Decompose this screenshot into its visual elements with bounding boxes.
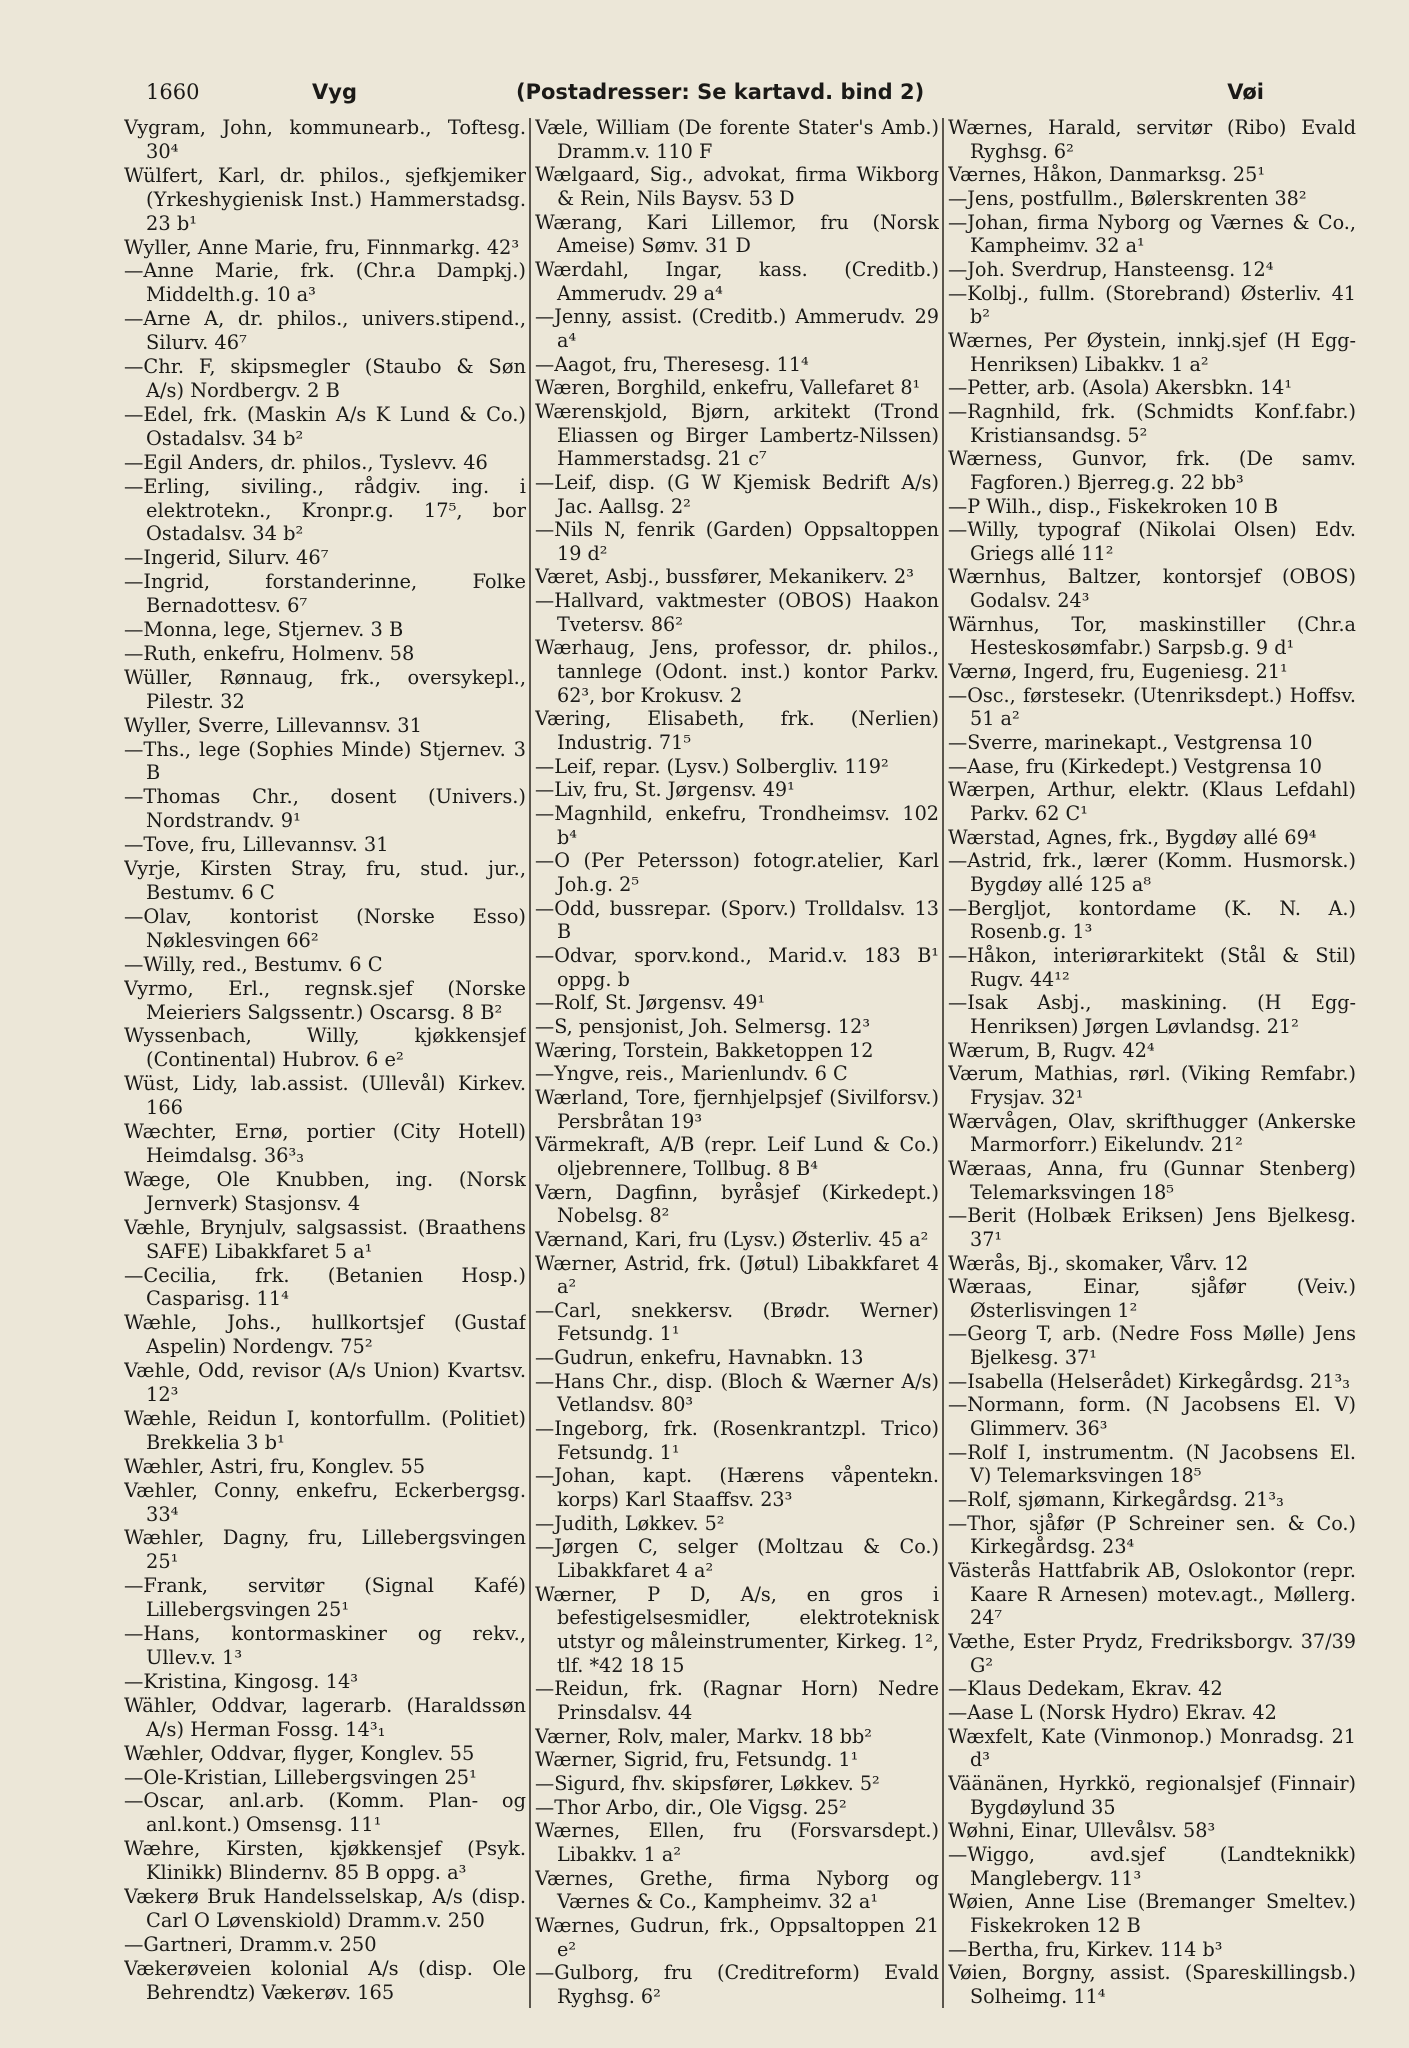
- directory-entry: Wæhler, Dagny, fru, Lillebergsvingen 25¹: [124, 1526, 526, 1574]
- directory-entry: Wyssenbach, Willy, kjøkkensjef (Continental) Hubrov. 6 e²: [124, 1024, 526, 1072]
- directory-entry: Wærpen, Arthur, elektr. (Klaus Lefdahl) Parkv. 62 C¹: [948, 778, 1356, 826]
- directory-entry: —Reidun, frk. (Ragnar Horn) Nedre Prinsdalsv. 44: [535, 1677, 939, 1724]
- directory-entry: Wærner, Astrid, frk. (Jøtul) Libakkfaret 4 a²: [535, 1251, 939, 1299]
- directory-entry: Væring, Elisabeth, frk. (Nerlien) Industrig. 71⁵: [535, 707, 939, 755]
- directory-entry: —Isak Asbj., maskining. (H Egg-Henriksen) Jørgen Løvlandsg. 21²: [948, 991, 1356, 1038]
- directory-entry: —Aase L (Norsk Hydro) Ekrav. 42: [948, 1700, 1277, 1724]
- directory-entry: —Ruth, enkefru, Holmenv. 58: [124, 641, 415, 665]
- directory-entry: Wärnhus, Tor, maskinstiller (Chr.a Hesteskosømfabr.) Sarpsb.g. 9 d¹: [948, 612, 1356, 660]
- directory-entry: —S, pensjonist, Joh. Selmersg. 12³: [535, 1014, 871, 1038]
- directory-entry: —Gulborg, fru (Creditreform) Evald Ryghsg. 6²: [535, 1961, 939, 2008]
- directory-entry: Wæxfelt, Kate (Vinmonop.) Monradsg. 21 d³: [948, 1724, 1356, 1772]
- directory-entry: —Ole-Kristian, Lillebergsvingen 25¹: [124, 1765, 477, 1789]
- directory-entry: —Johan, firma Nyborg og Værnes & Co., Kampheimv. 32 a¹: [948, 210, 1356, 258]
- directory-entry: —Ingeborg, frk. (Rosenkrantzpl. Trico) Fetsundg. 1¹: [535, 1417, 939, 1464]
- directory-entry: Vyrje, Kirsten Stray, fru, stud. jur., Bestumv. 6 C: [124, 857, 526, 904]
- directory-entry: —Aase, fru (Kirkedept.) Vestgrensa 10: [948, 754, 1323, 778]
- directory-entry: Wærås, Bj., skomaker, Vårv. 12: [948, 1251, 1249, 1275]
- directory-entry: Wüst, Lidy, lab.assist. (Ullevål) Kirkev. 166: [124, 1072, 526, 1120]
- directory-entry: Værum, Mathias, rørl. (Viking Remfabr.) Frysjav. 32¹: [948, 1062, 1356, 1109]
- directory-entry: —Osc., førstesekr. (Utenriksdept.) Hoffsv. 51 a²: [948, 683, 1356, 731]
- directory-entry: Wærness, Gunvor, frk. (De samv. Fagforen.) Bjerreg.g. 22 bb³: [948, 447, 1356, 494]
- directory-entry: —Aagot, fru, Theresesg. 11⁴: [535, 352, 809, 376]
- directory-entry: Vygram, John, kommunearb., Toftesg. 30⁴: [124, 116, 526, 163]
- directory-entry: Wæring, Torstein, Bakketoppen 12: [535, 1038, 874, 1062]
- directory-entry: Wyller, Anne Marie, fru, Finnmarkg. 42³: [124, 235, 520, 259]
- directory-entry: —Tove, fru, Lillevannsv. 31: [124, 833, 389, 857]
- directory-entry: —Oscar, anl.arb. (Komm. Plan- og anl.kont.) Omsensg. 11¹: [124, 1789, 526, 1837]
- directory-entry: Vyrmo, Erl., regnsk.sjef (Norske Meieriers Salgssentr.) Oscarsg. 8 B²: [124, 976, 526, 1024]
- directory-entry: Wærner, Sigrid, fru, Fetsundg. 1¹: [535, 1748, 859, 1772]
- directory-entry: —Monna, lege, Stjernev. 3 B: [124, 618, 404, 642]
- directory-entry: —Thor Arbo, dir., Ole Vigsg. 25²: [535, 1795, 847, 1819]
- directory-entry: —Chr. F, skipsmegler (Staubo & Søn A/s) Nordbergv. 2 B: [124, 355, 526, 402]
- directory-entry: —Petter, arb. (Asola) Akersbkn. 14¹: [948, 376, 1293, 400]
- directory-entry: —Odd, bussrepar. (Sporv.) Trolldalsv. 13 B: [535, 896, 939, 944]
- directory-entry: —Anne Marie, frk. (Chr.a Dampkj.) Middelth.g. 10 a³: [124, 259, 526, 307]
- directory-entry: Wähler, Oddvar, lagerarb. (Haraldssøn A/s) Herman Fossg. 14³₁: [124, 1693, 526, 1741]
- directory-entry: Wüller, Rønnaug, frk., oversykepl., Pilestr. 32: [124, 665, 526, 713]
- directory-entry: —Leif, repar. (Lysv.) Solbergliv. 119²: [535, 754, 889, 778]
- directory-entry: —Astrid, frk., lærer (Komm. Husmorsk.) Bygdøy allé 125 a⁸: [948, 849, 1356, 896]
- directory-entry: Wæhler, Astri, fru, Konglev. 55: [124, 1454, 426, 1478]
- directory-entry: —Nils N, fenrik (Garden) Oppsaltoppen 19 d²: [535, 518, 939, 565]
- directory-entry: —Ragnhild, frk. (Schmidts Konf.fabr.) Kristiansandsg. 5²: [948, 399, 1356, 447]
- page-header: [146, 74, 1264, 110]
- directory-entry: Wæhle, Johs., hullkortsjef (Gustaf Aspelin) Nordengv. 75²: [124, 1311, 526, 1359]
- directory-entry: —P Wilh., disp., Fiskekroken 10 B: [948, 494, 1279, 518]
- header-last-word: Vøi: [1227, 80, 1264, 104]
- directory-entry: —Thomas Chr., dosent (Univers.) Nordstrandv. 9¹: [124, 785, 526, 833]
- directory-entry: Wærner, P D, A/s, en gros i befestigelsesmidler, elektroteknisk utstyr og måleinstrumenter, Kirkeg. 1², tlf. *42 18 15: [535, 1582, 939, 1677]
- directory-entry: Vækerø Bruk Handelsselskap, A/s (disp. Carl O Løvenskiold) Dramm.v. 250: [124, 1885, 526, 1932]
- directory-entry: Wæhler, Oddvar, flyger, Konglev. 55: [124, 1741, 475, 1765]
- directory-entry: Wülfert, Karl, dr. philos., sjefkjemiker (Yrkeshygienisk Inst.) Hammerstadsg. 23 b¹: [124, 163, 526, 235]
- directory-entry: Værner, Rolv, maler, Markv. 18 bb²: [535, 1724, 872, 1748]
- directory-entry: —Thor, sjåfør (P Schreiner sen. & Co.) Kirkegårdsg. 23⁴: [948, 1511, 1356, 1559]
- directory-entry: —Berit (Holbæk Eriksen) Jens Bjelkesg. 37¹: [948, 1204, 1356, 1251]
- directory-entry: Wærang, Kari Lillemor, fru (Norsk Ameise) Sømv. 31 D: [535, 210, 939, 258]
- directory-entry: Wærnhus, Baltzer, kontorsjef (OBOS) Godalsv. 24³: [948, 565, 1356, 613]
- directory-entry: —O (Per Petersson) fotogr.atelier, Karl Joh.g. 2⁵: [535, 849, 939, 896]
- directory-entry: Wærvågen, Olav, skrifthugger (Ankerske Marmorforr.) Eikelundv. 21²: [948, 1109, 1356, 1157]
- directory-entry: Wærdahl, Ingar, kass. (Creditb.) Ammerudv. 29 a⁴: [535, 257, 939, 305]
- directory-entry: —Yngve, reis., Marienlundv. 6 C: [535, 1062, 848, 1086]
- directory-entry: Wærnes, Per Øystein, innkj.sjef (H Egg-Henriksen) Libakkv. 1 a²: [948, 328, 1356, 376]
- directory-entry: Væhle, Odd, revisor (A/s Union) Kvartsv. 12³: [124, 1359, 526, 1407]
- directory-entry: —Erling, siviling., rådgiv. ing. i elektrotekn., Kronpr.g. 17⁵, bor Ostadalsv. 34 b²: [124, 474, 526, 546]
- directory-entry: Wærhaug, Jens, professor, dr. philos., tannlege (Odont. inst.) kontor Parkv. 62³, bor Krokusv. 2: [535, 636, 939, 707]
- directory-entry: —Jørgen C, selger (Moltzau & Co.) Libakkfaret 4 a²: [535, 1535, 939, 1583]
- directory-entry: Værnø, Ingerd, fru, Eugeniesg. 21¹: [948, 660, 1288, 684]
- directory-entry: —Magnhild, enkefru, Trondheimsv. 102 b⁴: [535, 802, 939, 849]
- directory-entry: Wærland, Tore, fjernhjelpsjef (Sivilforsv.) Persbråtan 19³: [535, 1085, 939, 1133]
- directory-entry: Vøien, Borgny, assist. (Spareskillingsb.) Solheimg. 11⁴: [948, 1961, 1356, 2008]
- directory-entry: —Rolf, sjømann, Kirkegårdsg. 21³₃: [948, 1488, 1284, 1512]
- directory-entry: Værnes, Grethe, firma Nyborg og Værnes & Co., Kampheimv. 32 a¹: [535, 1866, 939, 1914]
- directory-entry: —Jenny, assist. (Creditb.) Ammerudv. 29 a⁴: [535, 305, 939, 352]
- directory-entry: Värmekraft, A/B (repr. Leif Lund & Co.) oljebrennere, Tollbug. 8 B⁴: [535, 1133, 939, 1180]
- header-first-word: Vyg: [312, 80, 357, 104]
- directory-entry: —Ingerid, Silurv. 46⁷: [124, 546, 329, 570]
- directory-entry: —Cecilia, frk. (Betanien Hosp.) Casparisg. 11⁴: [124, 1263, 526, 1311]
- directory-entry: Wæhle, Reidun I, kontorfullm. (Politiet) Brekkelia 3 b¹: [124, 1406, 526, 1454]
- directory-entry: —Leif, disp. (G W Kjemisk Bedrift A/s) Jac. Aallsg. 2²: [535, 470, 939, 518]
- directory-entry: Væle, William (De forente Stater's Amb.) Dramm.v. 110 F: [535, 116, 939, 163]
- directory-entry: —Judith, Løkkev. 5²: [535, 1511, 725, 1535]
- directory-entry: Wøhni, Einar, Ullevålsv. 58³: [948, 1819, 1216, 1843]
- directory-entry: Wærnes, Gudrun, frk., Oppsaltoppen 21 e²: [535, 1913, 939, 1961]
- directory-entry: —Odvar, sporv.kond., Marid.v. 183 B¹ oppg. b: [535, 943, 939, 991]
- directory-entry: —Carl, snekkersv. (Brødr. Werner) Fetsundg. 1¹: [535, 1298, 939, 1346]
- header-address-note: (Postadresser: Se kartavd. bind 2): [516, 80, 925, 104]
- directory-entry: Wæraas, Anna, fru (Gunnar Stenberg) Telemarksvingen 18⁵: [948, 1156, 1356, 1204]
- directory-entry: —Isabella (Helserådet) Kirkegårdsg. 21³₃: [948, 1369, 1350, 1393]
- directory-entry: —Håkon, interiørarkitekt (Stål & Stil) Rugv. 44¹²: [948, 943, 1356, 991]
- directory-entry: —Willy, red., Bestumv. 6 C: [124, 952, 383, 976]
- directory-entry: —Ths., lege (Sophies Minde) Stjernev. 3 B: [124, 737, 526, 785]
- directory-entry: Wærnes, Harald, servitør (Ribo) Evald Ryghsg. 6²: [948, 116, 1356, 163]
- directory-entry: —Willy, typograf (Nikolai Olsen) Edv. Griegs allé 11²: [948, 518, 1356, 565]
- directory-entry: —Frank, servitør (Signal Kafé) Lillebergsvingen 25¹: [124, 1574, 526, 1622]
- directory-entry: —Hallvard, vaktmester (OBOS) Haakon Tvetersv. 86²: [535, 589, 939, 636]
- directory-entry: Væhle, Brynjulv, salgsassist. (Braathens SAFE) Libakkfaret 5 a¹: [124, 1215, 526, 1263]
- directory-entry: —Rolf, St. Jørgensv. 49¹: [535, 991, 766, 1015]
- directory-entry: —Sverre, marinekapt., Vestgrensa 10: [948, 731, 1313, 755]
- directory-entry: Væthe, Ester Prydz, Fredriksborgv. 37/39 G²: [948, 1630, 1356, 1677]
- page-number: 1660: [146, 80, 200, 104]
- directory-entry: Værn, Dagfinn, byråsjef (Kirkedept.) Nobelsg. 8²: [535, 1180, 939, 1228]
- directory-column-2: [535, 116, 939, 2016]
- directory-entry: Wæren, Borghild, enkefru, Vallefaret 8¹: [535, 376, 921, 400]
- directory-entry: —Klaus Dedekam, Ekrav. 42: [948, 1677, 1223, 1701]
- directory-entry: —Ingrid, forstanderinne, Folke Bernadottesv. 6⁷: [124, 570, 526, 618]
- directory-entry: —Kolbj., fullm. (Storebrand) Østerliv. 41 b²: [948, 281, 1356, 329]
- directory-column-3: [948, 116, 1356, 2016]
- directory-entry: Værnand, Kari, fru (Lysv.) Østerliv. 45 a²: [535, 1227, 929, 1251]
- directory-entry: —Sigurd, fhv. skipsfører, Løkkev. 5²: [535, 1771, 880, 1795]
- column-divider-right: [942, 118, 944, 2008]
- directory-entry: Været, Asbj., bussfører, Mekanikerv. 2³: [535, 565, 914, 589]
- column-divider-left: [529, 118, 531, 2008]
- directory-entry: —Joh. Sverdrup, Hansteensg. 12⁴: [948, 257, 1274, 281]
- directory-entry: —Liv, fru, St. Jørgensv. 49¹: [535, 778, 795, 802]
- directory-entry: —Bertha, fru, Kirkev. 114 b³: [948, 1937, 1223, 1961]
- directory-entry: —Rolf I, instrumentm. (N Jacobsens El. V) Telemarksvingen 18⁵: [948, 1440, 1356, 1488]
- directory-entry: Vækerøveien kolonial A/s (disp. Ole Behrendtz) Vækerøv. 165: [124, 1956, 526, 2004]
- directory-entry: —Olav, kontorist (Norske Esso) Nøklesvingen 66²: [124, 904, 526, 952]
- directory-entry: Værnes, Håkon, Danmarksg. 25¹: [948, 163, 1266, 187]
- directory-entry: Wærstad, Agnes, frk., Bygdøy allé 69⁴: [948, 825, 1317, 849]
- directory-entry: Wærenskjold, Bjørn, arkitekt (Trond Eliassen og Birger Lambertz-Nilssen) Hammerstadsg. 21 c⁷: [535, 399, 939, 471]
- directory-entry: Wøien, Anne Lise (Bremanger Smeltev.) Fiskekroken 12 B: [948, 1890, 1356, 1937]
- directory-entry: —Wiggo, avd.sjef (Landteknikk) Manglebergv. 11³: [948, 1842, 1356, 1890]
- directory-entry: —Edel, frk. (Maskin A/s K Lund & Co.) Ostadalsv. 34 b²: [124, 402, 526, 450]
- directory-entry: Västerås Hattfabrik AB, Oslokontor (repr. Kaare R Arnesen) motev.agt., Møllerg. 24⁷: [948, 1559, 1356, 1630]
- directory-entry: Wæchter, Ernø, portier (City Hotell) Heimdalsg. 36³₃: [124, 1120, 526, 1167]
- directory-entry: —Gudrun, enkefru, Havnabkn. 13: [535, 1346, 864, 1370]
- directory-entry: Wyller, Sverre, Lillevannsv. 31: [124, 713, 422, 737]
- directory-entry: Wæraas, Einar, sjåfør (Veiv.) Østerlisvingen 1²: [948, 1275, 1356, 1322]
- directory-entry: —Egil Anders, dr. philos., Tyslevv. 46: [124, 450, 488, 474]
- directory-entry: —Normann, form. (N Jacobsens El. V) Glimmerv. 36³: [948, 1393, 1356, 1441]
- directory-entry: —Hans Chr., disp. (Bloch & Wærner A/s) Vetlandsv. 80³: [535, 1369, 939, 1417]
- directory-entry: —Arne A, dr. philos., univers.stipend., Silurv. 46⁷: [124, 307, 526, 355]
- directory-entry: —Hans, kontormaskiner og rekv., Ullev.v. 1³: [124, 1622, 526, 1669]
- directory-entry: —Kristina, Kingosg. 14³: [124, 1669, 359, 1693]
- directory-entry: —Georg T, arb. (Nedre Foss Mølle) Jens Bjelkesg. 37¹: [948, 1322, 1356, 1370]
- directory-entry: —Gartneri, Dramm.v. 250: [124, 1932, 377, 1956]
- directory-entry: —Bergljot, kontordame (K. N. A.) Rosenb.g. 1³: [948, 896, 1356, 944]
- directory-entry: Wæge, Ole Knubben, ing. (Norsk Jernverk) Stasjonsv. 4: [124, 1167, 526, 1215]
- directory-entry: —Jens, postfullm., Bølerskrenten 38²: [948, 186, 1307, 210]
- directory-entry: Wæhre, Kirsten, kjøkkensjef (Psyk. Klinikk) Blindernv. 85 B oppg. a³: [124, 1837, 526, 1885]
- directory-column-1: [124, 116, 526, 2016]
- directory-entry: Wærnes, Ellen, fru (Forsvarsdept.) Libakkv. 1 a²: [535, 1819, 939, 1866]
- directory-entry: Wælgaard, Sig., advokat, firma Wikborg & Rein, Nils Baysv. 53 D: [535, 163, 939, 210]
- directory-entry: Væhler, Conny, enkefru, Eckerbergsg. 33⁴: [124, 1478, 526, 1526]
- directory-entry: Väänänen, Hyrkkö, regionalsjef (Finnair) Bygdøylund 35: [948, 1771, 1356, 1819]
- directory-entry: —Johan, kapt. (Hærens våpentekn. korps) Karl Staaffsv. 23³: [535, 1464, 939, 1512]
- directory-entry: Wærum, B, Rugv. 42⁴: [948, 1038, 1155, 1062]
